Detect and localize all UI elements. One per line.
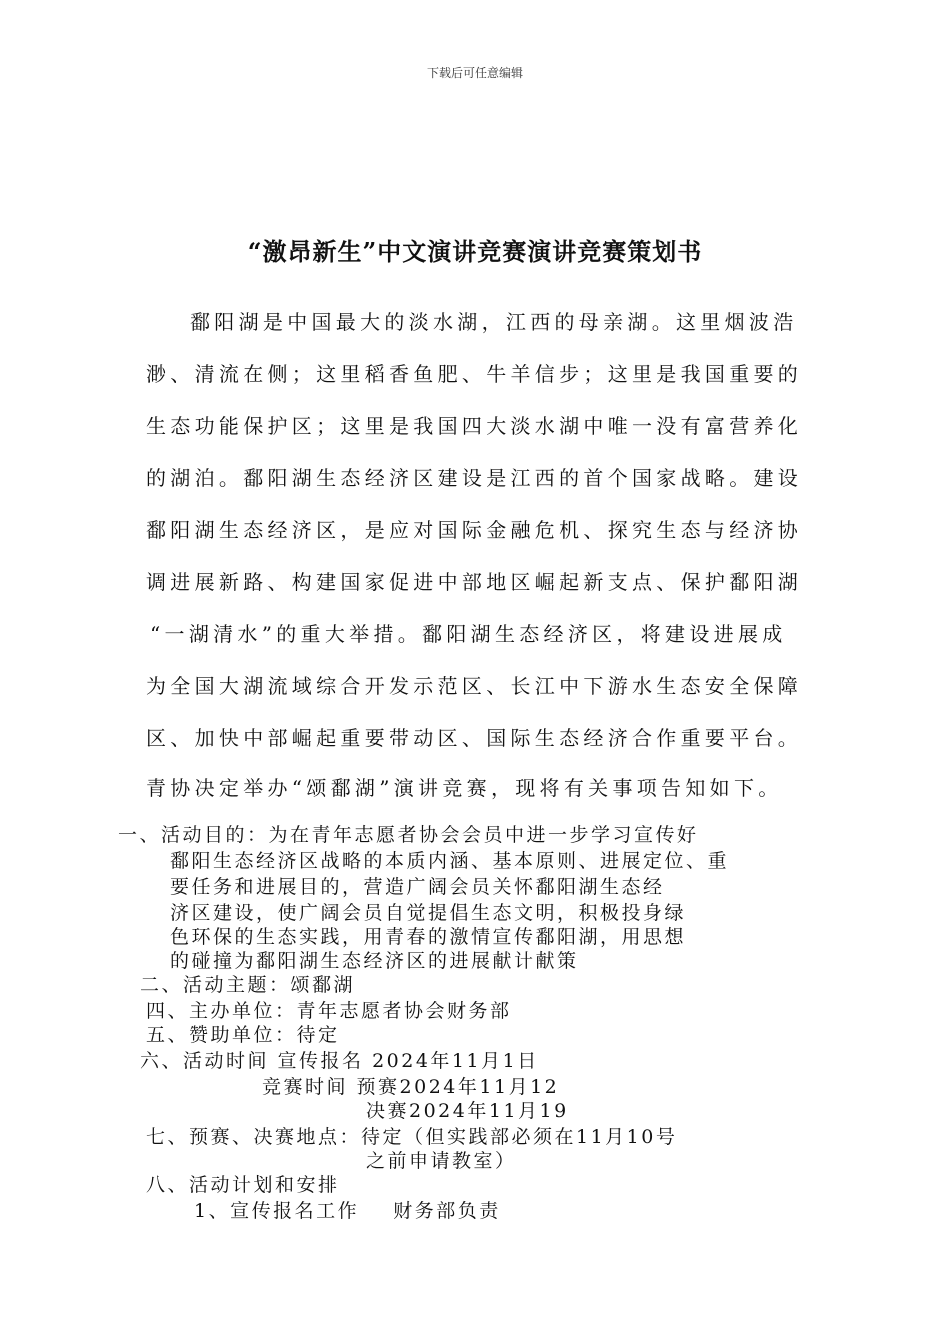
list-item: 要任务和进展目的，营造广阔会员关怀鄱阳湖生态经	[170, 876, 665, 898]
intro-line: 鄱阳湖生态经济区，是应对国际金融危机、探究生态与经济协	[146, 518, 803, 542]
list-item: 六、活动时间 宣传报名 2024年11月1日	[140, 1050, 539, 1072]
list-item: 济区建设，使广阔会员自觉提倡生态文明，积极投身绿	[170, 902, 687, 924]
list-item: 八、活动计划和安排	[146, 1174, 340, 1196]
list-item: 竞赛时间 预赛2024年11月12	[262, 1076, 560, 1098]
intro-line: “一湖清水”的重大举措。鄱阳湖生态经济区，将建设进展成	[150, 622, 787, 646]
list-item: 的碰撞为鄱阳湖生态经济区的进展献计献策	[170, 950, 579, 972]
list-item: 1、宣传报名工作 财务部负责	[194, 1200, 501, 1222]
list-item: 决赛2024年11月19	[366, 1100, 569, 1122]
list-item: 五、赞助单位：待定	[146, 1024, 340, 1046]
list-item: 七、预赛、决赛地点：待定（但实践部必须在11月10号	[146, 1126, 678, 1148]
intro-line: 鄱阳湖是中国最大的淡水湖，江西的母亲湖。这里烟波浩	[190, 310, 798, 334]
intro-line: 渺、清流在侧；这里稻香鱼肥、牛羊信步；这里是我国重要的	[146, 362, 803, 386]
intro-line: 调进展新路、构建国家促进中部地区崛起新支点、保护鄱阳湖	[146, 570, 803, 594]
list-item: 一、活动目的：为在青年志愿者协会会员中进一步学习宣传好	[118, 824, 699, 846]
list-item: 色环保的生态实践，用青春的激情宣传鄱阳湖，用思想	[170, 926, 687, 948]
intro-line: 为全国大湖流域综合开发示范区、长江中下游水生态安全保障	[146, 674, 803, 698]
document-title: “激昂新生”中文演讲竞赛演讲竞赛策划书	[247, 237, 703, 266]
intro-line: 的湖泊。鄱阳湖生态经济区建设是江西的首个国家战略。建设	[146, 466, 803, 490]
intro-line: 区、加快中部崛起重要带动区、国际生态经济合作重要平台。	[146, 726, 803, 750]
list-item: 二、活动主题：颂鄱湖	[140, 974, 356, 996]
intro-line: 生态功能保护区；这里是我国四大淡水湖中唯一没有富营养化	[146, 414, 803, 438]
list-item: 之前申请教室）	[366, 1150, 517, 1172]
list-item: 鄱阳生态经济区战略的本质内涵、基本原则、进展定位、重	[170, 850, 730, 872]
intro-line: 青协决定举办“颂鄱湖”演讲竞赛，现将有关事项告知如下。	[146, 776, 783, 800]
list-item: 四、主办单位：青年志愿者协会财务部	[146, 1000, 512, 1022]
page-header: 下载后可任意编辑	[426, 66, 523, 80]
